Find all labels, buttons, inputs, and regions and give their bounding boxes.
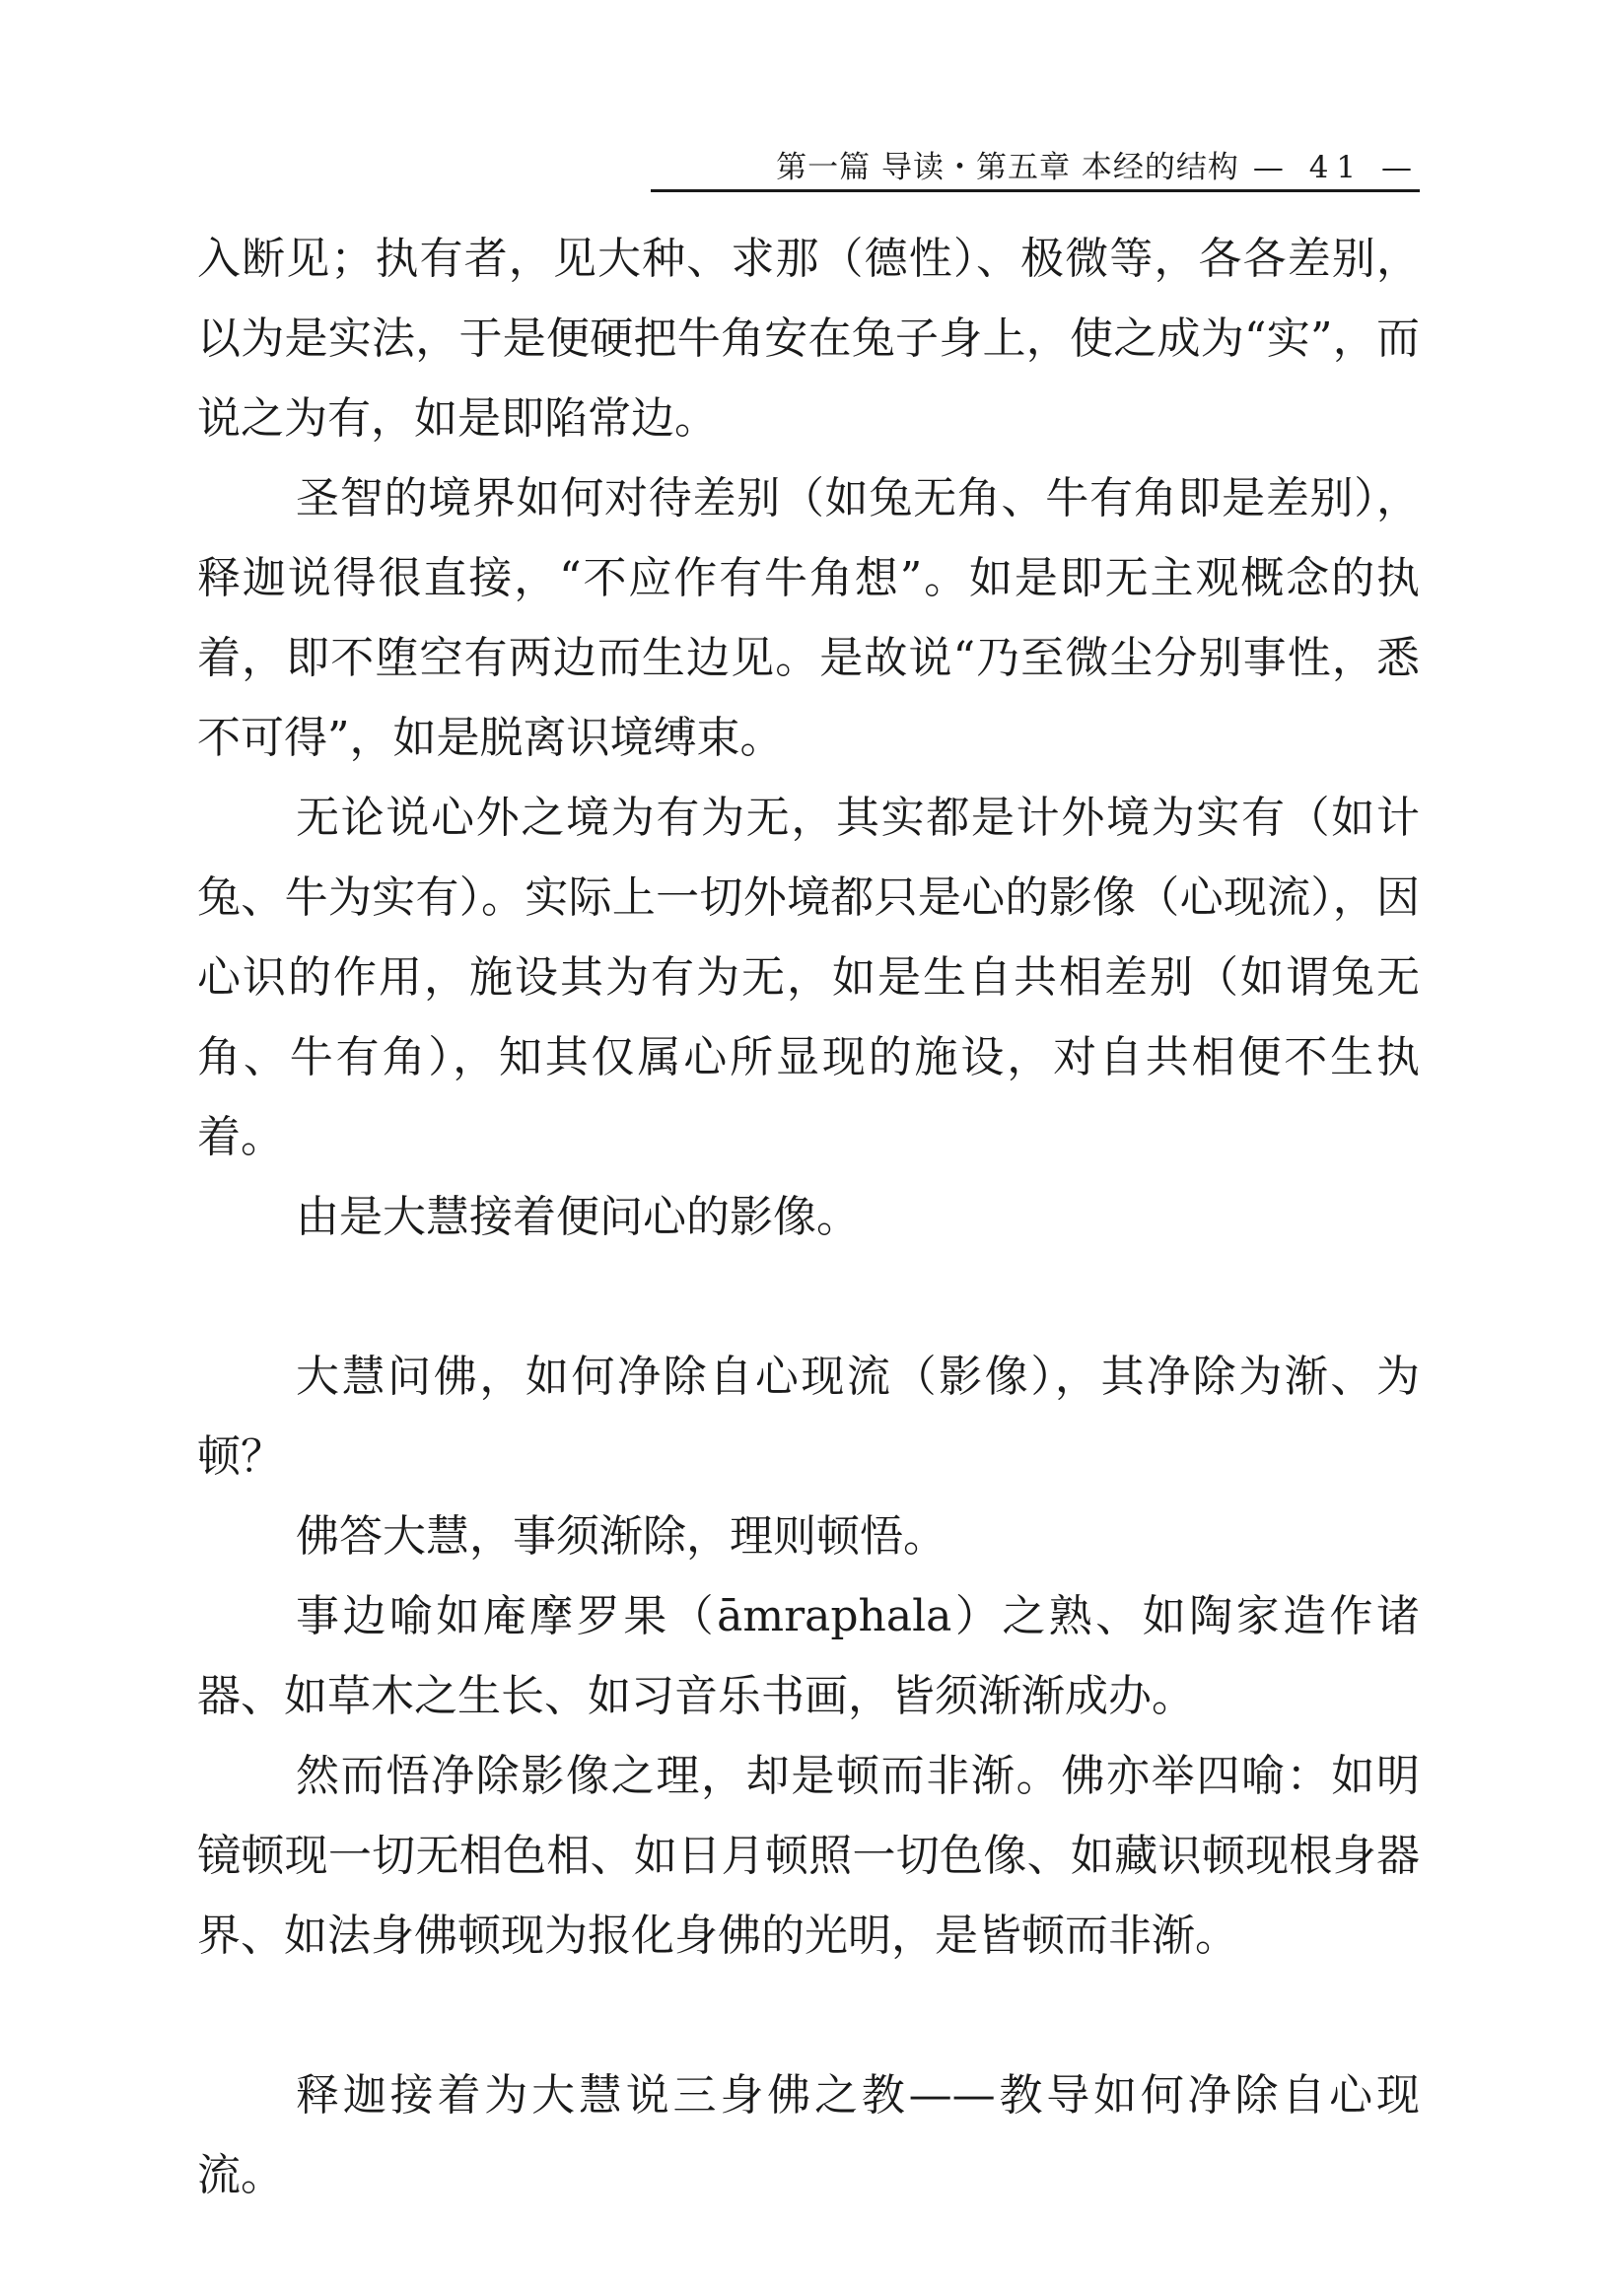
paragraph: 大慧问佛，如何净除自心现流（影像），其净除为渐、为顿？ — [197, 1352, 1420, 1482]
header-rule — [651, 189, 1420, 192]
paragraph: 圣智的境界如何对待差别（如兔无角、牛有角即是差别），释迦说得很直接，“不应作有牛角想”。如是即无主观概念的执着，即不堕空有两边而生边见。是故说“乃至微尘分别事性，悉不可得”，如是脱离识境缚束。 — [197, 473, 1420, 763]
paragraph: 释迦接着为大慧说三身佛之教——教导如何净除自心现流。 — [197, 2070, 1420, 2200]
section-gap — [197, 1976, 1420, 2055]
page-number: — 41 — — [1252, 150, 1420, 185]
chapter-title: 第一篇 导读・第五章 本经的结构 — [776, 150, 1239, 185]
paragraph: 事边喻如庵摩罗果（āmraphala）之熟、如陶家造作诸器、如草木之生长、如习音乐书画，皆须渐渐成办。 — [197, 1591, 1420, 1721]
paragraph: 然而悟净除影像之理，却是顿而非渐。佛亦举四喻：如明镜顿现一切无相色相、如日月顿照一切色像、如藏识顿现根身器界、如法身佛顿现为报化身佛的光明，是皆顿而非渐。 — [197, 1751, 1420, 1961]
paragraph: 无论说心外之境为有为无，其实都是计外境为实有（如计兔、牛为实有）。实际上一切外境都只是心的影像（心现流），因心识的作用，施设其为有为无，如是生自共相差别（如谓兔无角、牛有角），知其仅属心所显现的施设，对自共相便不生执着。 — [197, 793, 1420, 1162]
paragraph: 佛答大慧，事须渐除，理则顿悟。 — [296, 1511, 946, 1562]
body-text — [197, 219, 1420, 2215]
paragraph: 由是大慧接着便问心的影像。 — [296, 1192, 860, 1242]
section-gap — [197, 1257, 1420, 1337]
paragraph: 入断见；执有者，见大种、求那（德性）、极微等，各各差别，以为是实法，于是便硬把牛角安在兔子身上，使之成为“实”，而说之为有，如是即陷常边。 — [197, 234, 1420, 444]
running-header — [651, 138, 1420, 187]
